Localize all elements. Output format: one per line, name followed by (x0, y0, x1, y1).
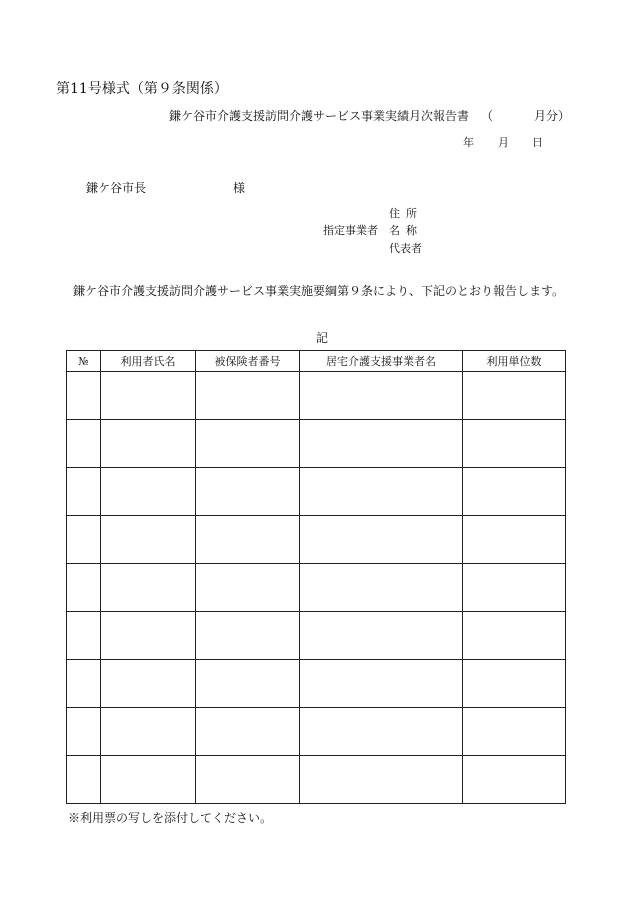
cell-user-name[interactable] (101, 420, 196, 468)
designated-provider-label: 指定事業者 (323, 224, 378, 237)
form-number: 第11号様式（第９条関係） (56, 81, 228, 97)
representative-label: 代表者 (389, 242, 422, 255)
cell-insured-number[interactable] (196, 612, 300, 660)
date-day-label: 日 (532, 136, 543, 149)
cell-insured-number[interactable] (196, 516, 300, 564)
cell-no[interactable] (67, 468, 101, 516)
report-title: 鎌ケ谷市介護支援訪問介護サービス事業実績月次報告書 (169, 109, 470, 123)
table-row (67, 468, 566, 516)
header-usage-units: 利用単位数 (463, 351, 566, 372)
cell-usage-units[interactable] (463, 564, 566, 612)
cell-care-provider-name[interactable] (300, 372, 463, 420)
cell-insured-number[interactable] (196, 660, 300, 708)
cell-user-name[interactable] (101, 756, 196, 804)
cell-insured-number[interactable] (196, 708, 300, 756)
cell-user-name[interactable] (101, 468, 196, 516)
table-row (67, 372, 566, 420)
cell-usage-units[interactable] (463, 420, 566, 468)
cell-usage-units[interactable] (463, 516, 566, 564)
address-label: 住所 (389, 207, 423, 220)
table-row (67, 564, 566, 612)
cell-care-provider-name[interactable] (300, 660, 463, 708)
ki-heading: 記 (316, 331, 329, 345)
cell-usage-units[interactable] (463, 612, 566, 660)
addressee-honorific: 様 (233, 181, 246, 195)
date-year-label: 年 (463, 136, 474, 149)
cell-usage-units[interactable] (463, 372, 566, 420)
cell-insured-number[interactable] (196, 372, 300, 420)
cell-care-provider-name[interactable] (300, 516, 463, 564)
name-label: 名称 (389, 224, 423, 237)
cell-no[interactable] (67, 564, 101, 612)
cell-insured-number[interactable] (196, 468, 300, 516)
table-row (67, 420, 566, 468)
cell-no[interactable] (67, 612, 101, 660)
month-label: 月分） (534, 109, 571, 123)
cell-user-name[interactable] (101, 708, 196, 756)
cell-insured-number[interactable] (196, 564, 300, 612)
cell-no[interactable] (67, 660, 101, 708)
header-no: № (67, 351, 101, 372)
cell-insured-number[interactable] (196, 756, 300, 804)
cell-user-name[interactable] (101, 564, 196, 612)
body-text: 鎌ケ谷市介護支援訪問介護サービス事業実施要綱第９条により、下記のとおり報告します。 (73, 284, 565, 298)
cell-user-name[interactable] (101, 516, 196, 564)
cell-usage-units[interactable] (463, 708, 566, 756)
month-open-paren: （ (481, 109, 494, 123)
addressee: 鎌ケ谷市長 (86, 181, 147, 195)
cell-user-name[interactable] (101, 660, 196, 708)
cell-usage-units[interactable] (463, 468, 566, 516)
cell-care-provider-name[interactable] (300, 708, 463, 756)
record-table (66, 350, 566, 804)
cell-care-provider-name[interactable] (300, 612, 463, 660)
cell-no[interactable] (67, 372, 101, 420)
cell-no[interactable] (67, 516, 101, 564)
cell-insured-number[interactable] (196, 420, 300, 468)
cell-care-provider-name[interactable] (300, 420, 463, 468)
cell-user-name[interactable] (101, 612, 196, 660)
cell-usage-units[interactable] (463, 756, 566, 804)
cell-no[interactable] (67, 756, 101, 804)
table-header-row (67, 351, 566, 372)
header-user-name: 利用者氏名 (101, 351, 196, 372)
cell-usage-units[interactable] (463, 660, 566, 708)
table-row (67, 612, 566, 660)
footnote: ※利用票の写しを添付してください。 (68, 811, 273, 825)
table-row (67, 708, 566, 756)
cell-care-provider-name[interactable] (300, 468, 463, 516)
date-month-label: 月 (498, 136, 509, 149)
table-row (67, 756, 566, 804)
cell-user-name[interactable] (101, 372, 196, 420)
table-row (67, 660, 566, 708)
cell-no[interactable] (67, 420, 101, 468)
table-row (67, 516, 566, 564)
header-care-provider-name: 居宅介護支援事業者名 (300, 351, 463, 372)
cell-care-provider-name[interactable] (300, 564, 463, 612)
cell-care-provider-name[interactable] (300, 756, 463, 804)
header-insured-number: 被保険者番号 (196, 351, 300, 372)
cell-no[interactable] (67, 708, 101, 756)
